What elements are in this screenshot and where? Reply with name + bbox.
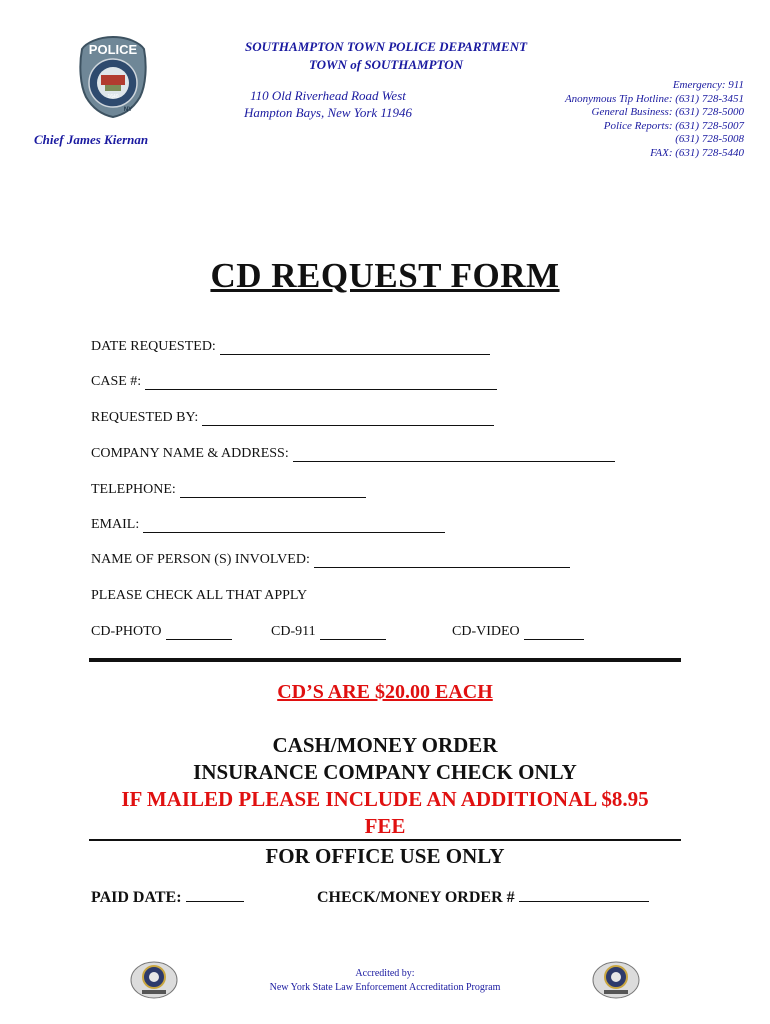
field-requested-by — [91, 410, 494, 426]
town-name: TOWN of SOUTHAMPTON — [308, 57, 464, 72]
option-cd-video — [452, 624, 584, 640]
address-line-2: Hampton Bays, New York 11946 — [244, 105, 412, 120]
input-check-number[interactable] — [519, 899, 649, 902]
contact-general-business: General Business: (631) 728-5000 — [591, 106, 744, 119]
option-cd-911 — [271, 624, 386, 640]
label-case: CASE #: — [91, 374, 142, 389]
input-persons[interactable] — [314, 553, 570, 568]
footer-accredited-by: Accredited by: — [355, 968, 415, 979]
label-cd-photo: CD-PHOTO — [91, 624, 162, 639]
mailed-notice-line-1: IF MAILED PLEASE INCLUDE AN ADDITIONAL $8.95 — [121, 787, 649, 811]
label-company: COMPANY NAME & ADDRESS: — [91, 446, 289, 461]
input-telephone[interactable] — [180, 483, 366, 498]
check-number-field — [317, 889, 649, 907]
logo-top-text: POLICE — [88, 42, 138, 57]
label-telephone: TELEPHONE: — [91, 482, 176, 497]
police-badge-icon — [78, 35, 148, 119]
label-cd-video: CD-VIDEO — [452, 624, 520, 639]
label-persons: NAME OF PERSON (S) INVOLVED: — [91, 552, 310, 567]
chief-name: Chief James Kiernan — [34, 132, 149, 147]
checkbox-cd-911[interactable] — [320, 625, 386, 640]
price-notice: CD’S ARE $20.00 EACH — [277, 681, 493, 703]
label-paid-date: PAID DATE: — [91, 889, 182, 906]
payment-insurance: INSURANCE COMPANY CHECK ONLY — [193, 760, 577, 784]
department-name: SOUTHAMPTON TOWN POLICE DEPARTMENT — [244, 39, 528, 54]
field-telephone — [91, 482, 366, 498]
field-case — [91, 374, 497, 390]
payment-cash: CASH/MONEY ORDER — [272, 733, 498, 757]
option-cd-photo — [91, 624, 232, 640]
footer-program-name: New York State Law Enforcement Accreditation Program — [269, 982, 501, 993]
contact-police-reports: Police Reports: (631) 728-5007 — [603, 119, 744, 132]
mailed-notice-line-2: FEE — [364, 814, 406, 838]
checkbox-cd-photo[interactable] — [166, 625, 232, 640]
input-requested-by[interactable] — [202, 411, 494, 426]
form-title: CD REQUEST FORM — [210, 256, 560, 295]
label-date-requested: DATE REQUESTED: — [91, 339, 216, 354]
input-date-requested[interactable] — [220, 340, 490, 355]
contact-police-reports-2: (631) 728-5008 — [675, 133, 744, 146]
contact-block — [484, 79, 744, 161]
office-use-heading: FOR OFFICE USE ONLY — [265, 844, 505, 868]
field-persons — [91, 552, 570, 568]
contact-fax: FAX: (631) 728-5440 — [650, 146, 744, 159]
address-line-1: 110 Old Riverhead Road West — [250, 88, 406, 103]
input-paid-date[interactable] — [186, 899, 244, 902]
label-requested-by: REQUESTED BY: — [91, 410, 199, 425]
label-check-number: CHECK/MONEY ORDER # — [317, 889, 515, 906]
paid-date-field — [91, 889, 244, 907]
logo-state: NY — [123, 107, 133, 113]
field-date-requested — [91, 339, 490, 355]
label-cd-911: CD-911 — [271, 624, 316, 639]
field-company — [91, 446, 615, 462]
checkbox-cd-video[interactable] — [524, 625, 584, 640]
label-email: EMAIL: — [91, 517, 140, 532]
field-email — [91, 517, 445, 533]
input-company[interactable] — [293, 447, 615, 462]
logo-year: 1640 — [107, 94, 119, 100]
input-case[interactable] — [145, 375, 497, 390]
divider-office — [89, 839, 681, 841]
contact-tip-hotline: Anonymous Tip Hotline: (631) 728-3451 — [564, 92, 744, 105]
check-all-label: PLEASE CHECK ALL THAT APPLY — [91, 588, 308, 603]
input-email[interactable] — [143, 518, 445, 533]
divider — [89, 658, 681, 662]
contact-emergency: Emergency: 911 — [672, 79, 744, 91]
